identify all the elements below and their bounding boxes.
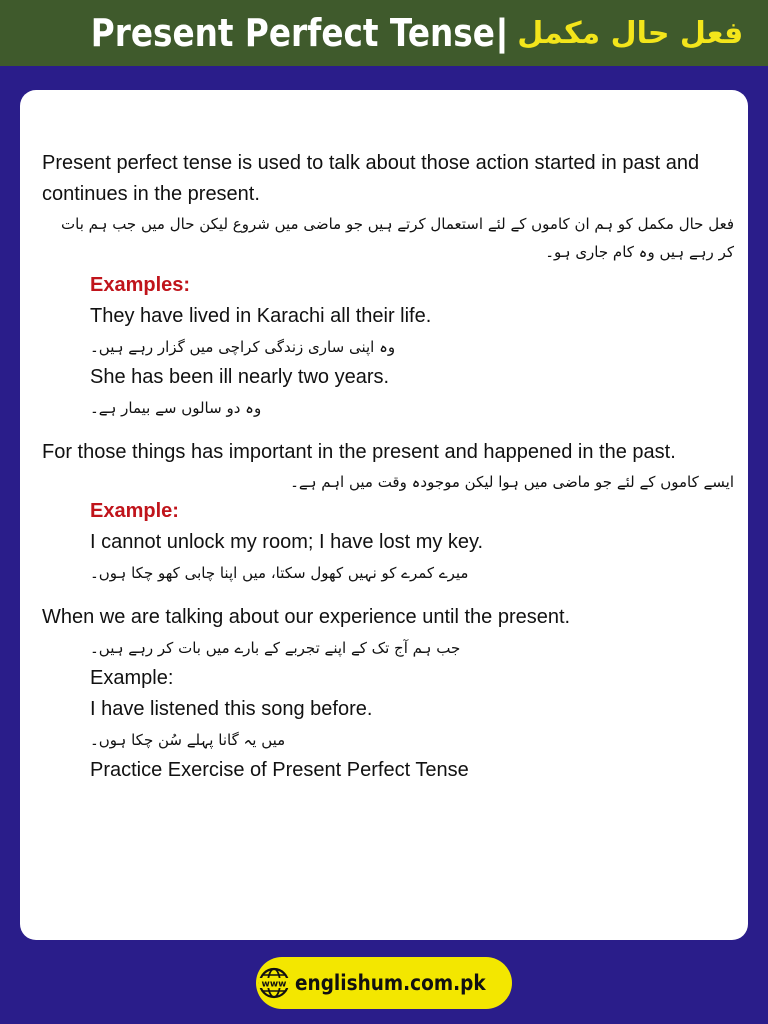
example-urdu: میں یہ گانا پہلے سُن چکا ہوں۔ bbox=[90, 731, 286, 749]
example-label: Example: bbox=[90, 667, 174, 689]
example-urdu: میرے کمرے کو نہیں کھول سکتا، میں اپنا چابی کھو چکا ہوں۔ bbox=[90, 564, 469, 582]
section-text-english: Present perfect tense is used to talk about those action started in past and continues in the present. bbox=[42, 152, 700, 205]
section-text-english: For those things has important in the present and happened in the past. bbox=[42, 441, 676, 463]
website-pill[interactable] bbox=[256, 957, 512, 1009]
example-english: She has been ill nearly two years. bbox=[90, 366, 390, 388]
website-url[interactable]: englishum.com.pk bbox=[294, 971, 486, 995]
header-separator: | bbox=[496, 11, 508, 54]
example-label: Example: bbox=[90, 500, 179, 522]
practice-exercise-link[interactable]: Practice Exercise of Present Perfect Tense bbox=[90, 759, 469, 781]
example-urdu: وہ دو سالوں سے بیمار ہے۔ bbox=[90, 399, 262, 417]
section-experience bbox=[42, 602, 734, 786]
section-importance bbox=[42, 437, 734, 588]
header-title-english: Present Perfect Tense bbox=[90, 11, 495, 55]
section-definition bbox=[42, 148, 734, 423]
www-text: www bbox=[261, 979, 287, 990]
content-body bbox=[42, 148, 734, 786]
example-urdu: وہ اپنی ساری زندگی کراچی میں گزار رہے ہیں۔ bbox=[90, 338, 396, 356]
section-text-urdu: ایسے کاموں کے لئے جو ماضی میں ہوا لیکن موجودہ وقت میں اہم ہے۔ bbox=[290, 473, 734, 491]
example-english: They have lived in Karachi all their life. bbox=[90, 305, 432, 327]
content-card bbox=[20, 90, 748, 940]
header-title-urdu: فعل حال مکمل bbox=[517, 15, 744, 51]
section-text-urdu: جب ہم آج تک کے اپنے تجربے کے بارے میں بات کر رہے ہیں۔ bbox=[90, 639, 461, 657]
section-text-english: When we are talking about our experience until the present. bbox=[42, 606, 571, 628]
example-english: I have listened this song before. bbox=[90, 698, 373, 720]
examples-label: Examples: bbox=[90, 274, 191, 296]
page-header bbox=[0, 0, 768, 66]
section-text-urdu: فعل حال مکمل کو ہم ان کاموں کے لئے استعمال کرتے ہیں جو ماضی میں شروع لیکن حال میں جب ہم بات کر رہے ہیں وہ کام جاری ہو۔ bbox=[61, 215, 734, 261]
globe-icon bbox=[257, 966, 291, 1000]
example-english: I cannot unlock my room; I have lost my key. bbox=[90, 531, 484, 553]
